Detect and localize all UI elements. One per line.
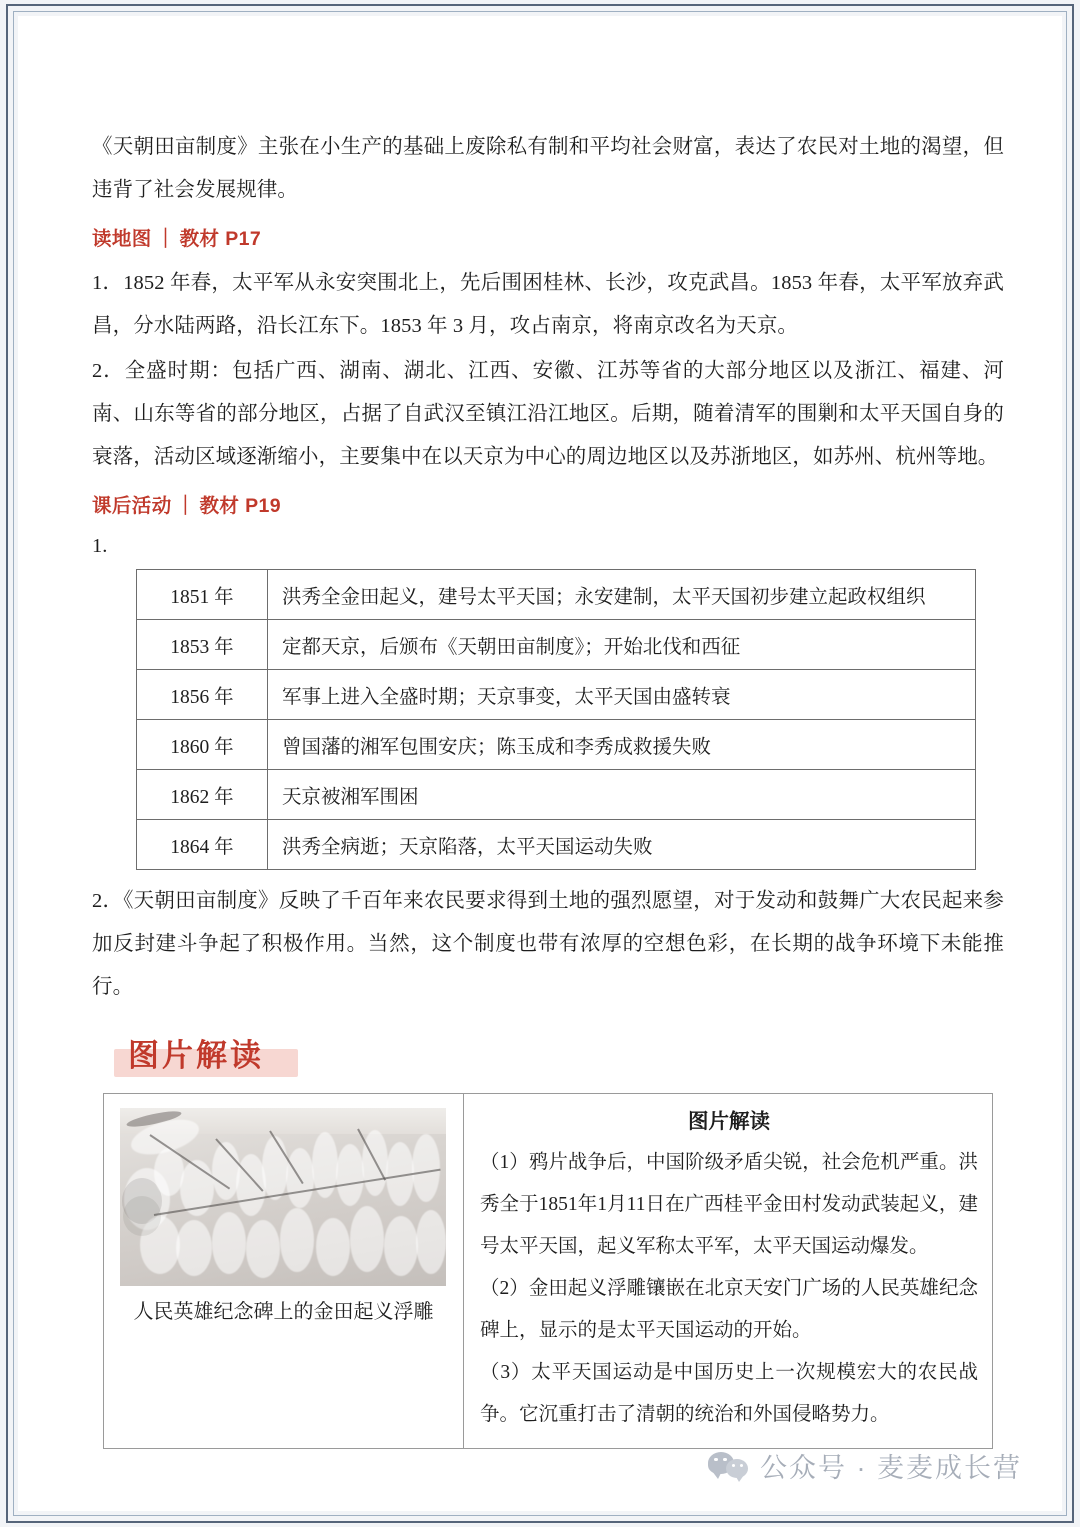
timeline-event: 曾国藩的湘军包围安庆；陈玉成和李秀成救援失败	[268, 720, 976, 770]
timeline-year: 1856 年	[137, 670, 268, 720]
document-content	[92, 126, 1004, 1449]
footer-account-name: 公众号 · 麦麦成长营	[760, 1453, 1022, 1483]
jintian-uprising-relief-image	[120, 1108, 446, 1286]
timeline-year: 1851 年	[137, 570, 268, 620]
timeline-year: 1860 年	[137, 720, 268, 770]
timeline-event: 定都天京，后颁布《天朝田亩制度》；开始北伐和西征	[268, 620, 976, 670]
paper-sheet	[18, 16, 1062, 1511]
wechat-icon	[708, 1452, 748, 1480]
activity-heading-separator: ｜	[175, 495, 196, 517]
timeline-event: 洪秀全金田起义，建号太平天国；永安建制，太平天国初步建立起政权组织	[268, 570, 976, 620]
interpretation-point-3: （3）太平天国运动是中国历史上一次规模宏大的农民战争。它沉重打击了清朝的统治和外国侵略势力。	[480, 1362, 978, 1425]
timeline-year: 1862 年	[137, 770, 268, 820]
section-heading-after-class	[92, 493, 1004, 519]
timeline-event: 军事上进入全盛时期；天京事变，太平天国由盛转衰	[268, 670, 976, 720]
section-heading-read-map	[92, 226, 1004, 252]
timeline-table	[136, 569, 976, 870]
timeline-year: 1864 年	[137, 820, 268, 870]
timeline-table-body	[137, 570, 976, 870]
interpretation-cell	[464, 1094, 992, 1448]
section-heading-separator: ｜	[155, 228, 176, 250]
read-map-item-1: 1．1852 年春，太平军从永安突围北上，先后围困桂林、长沙，攻克武昌。1853 年春，太平军放弃武昌，分水陆两路，沿长江东下。1853 年 3 月，攻占南京，将南京改名为天京。	[92, 272, 1004, 337]
table-row	[137, 670, 976, 720]
footer-watermark	[708, 1446, 1022, 1485]
interpretation-point-2: （2）金田起义浮雕镶嵌在北京天安门广场的人民英雄纪念碑上，显示的是太平天国运动的开始。	[480, 1278, 978, 1341]
activity-item-1-marker: 1.	[92, 535, 108, 557]
activity-heading-title: 课后活动	[92, 495, 172, 517]
activity-item-2: 2．《天朝田亩制度》反映了千百年来农民要求得到土地的强烈愿望，对于发动和鼓舞广大农民起来参加反封建斗争起了积极作用。当然，这个制度也带有浓厚的空想色彩，在长期的战争环境下未能推行。	[92, 890, 1004, 998]
section-heading-source: 教材 P17	[179, 228, 262, 250]
table-row	[137, 820, 976, 870]
section-heading-title: 读地图	[92, 228, 152, 250]
table-row	[137, 620, 976, 670]
interpretation-point-1: （1）鸦片战争后，中国阶级矛盾尖锐，社会危机严重。洪秀全于1851年1月11日在广西桂平金田村发动武装起义，建号太平天国，起义军称太平军，太平天国运动爆发。	[480, 1152, 978, 1257]
timeline-year: 1853 年	[137, 620, 268, 670]
image-caption: 人民英雄纪念碑上的金田起义浮雕	[133, 1301, 434, 1323]
timeline-event: 天京被湘军围困	[268, 770, 976, 820]
intro-paragraph: 《天朝田亩制度》主张在小生产的基础上废除私有制和平均社会财富，表达了农民对土地的渴望，但违背了社会发展规律。	[92, 136, 1004, 201]
table-row	[137, 570, 976, 620]
interpretation-title: 图片解读	[688, 1111, 770, 1133]
picture-interpretation-box	[103, 1093, 993, 1449]
picture-section-banner	[114, 1035, 1004, 1083]
activity-heading-source: 教材 P19	[199, 495, 282, 517]
table-row	[137, 720, 976, 770]
picture-cell	[104, 1094, 464, 1448]
banner-label: 图片解读	[128, 1038, 264, 1073]
table-row	[137, 770, 976, 820]
read-map-item-2: 2．全盛时期：包括广西、湖南、湖北、江西、安徽、江苏等省的大部分地区以及浙江、福建、河南、山东等省的部分地区，占据了自武汉至镇江沿江地区。后期，随着清军的围剿和太平天国自身的衰落，活动区域逐渐缩小，主要集中在以天京为中心的周边地区以及苏浙地区，如苏州、杭州等地。	[92, 360, 1004, 468]
timeline-event: 洪秀全病逝；天京陷落，太平天国运动失败	[268, 820, 976, 870]
